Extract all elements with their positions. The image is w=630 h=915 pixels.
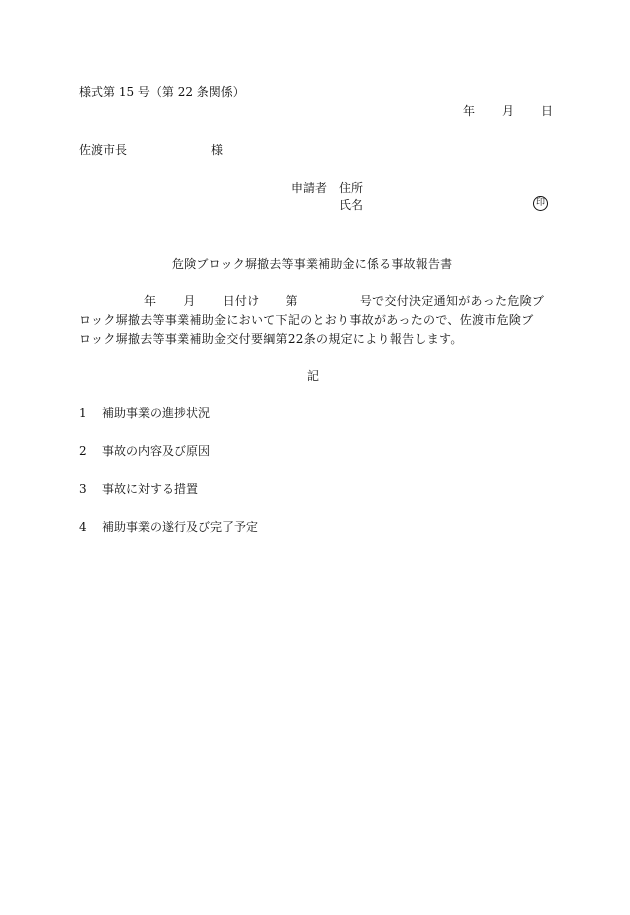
body-month: 月 xyxy=(183,294,196,308)
body-line-1-rest: 号で交付決定通知があった危険ブ xyxy=(359,294,545,308)
item-label: 事故の内容及び原因 xyxy=(102,444,211,458)
document-title: 危険ブロック塀撤去等事業補助金に係る事故報告書 xyxy=(172,257,453,271)
list-item xyxy=(79,444,210,458)
date-day: 日 xyxy=(541,104,554,118)
date-year: 年 xyxy=(463,104,476,118)
item-label: 事故に対する措置 xyxy=(102,482,199,496)
item-number: 1 xyxy=(79,406,87,420)
addressee xyxy=(79,143,223,157)
item-number: 2 xyxy=(79,444,87,458)
list-item xyxy=(79,406,210,420)
list-item xyxy=(79,520,258,534)
list-item xyxy=(79,482,198,496)
body-date-suffix: 日付け xyxy=(222,294,260,308)
date-line xyxy=(463,104,553,118)
item-number: 3 xyxy=(79,482,87,496)
seal-icon: 印 xyxy=(533,196,548,211)
body-line-3: ロック塀撤去等事業補助金交付要綱第22条の規定により報告します。 xyxy=(79,332,463,346)
body-line-1 xyxy=(79,292,549,311)
body-year: 年 xyxy=(144,294,157,308)
item-label: 補助事業の遂行及び完了予定 xyxy=(102,520,259,534)
mayor-title: 佐渡市長 xyxy=(79,143,128,157)
item-number: 4 xyxy=(79,520,87,534)
name-label: 氏名 xyxy=(339,198,364,212)
address-label: 住所 xyxy=(339,181,364,195)
body-dai: 第 xyxy=(285,294,298,308)
item-label: 補助事業の進捗状況 xyxy=(102,406,211,420)
applicant-label: 申請者 xyxy=(291,181,328,195)
form-number: 様式第 15 号（第 22 条関係） xyxy=(79,85,245,99)
body-paragraph xyxy=(79,292,549,349)
date-month: 月 xyxy=(502,104,515,118)
body-line-2: ロック塀撤去等事業補助金において下記のとおり事故があったので、佐渡市危険ブ xyxy=(79,313,534,327)
honorific: 様 xyxy=(211,143,224,157)
ki-heading: 記 xyxy=(307,369,320,383)
